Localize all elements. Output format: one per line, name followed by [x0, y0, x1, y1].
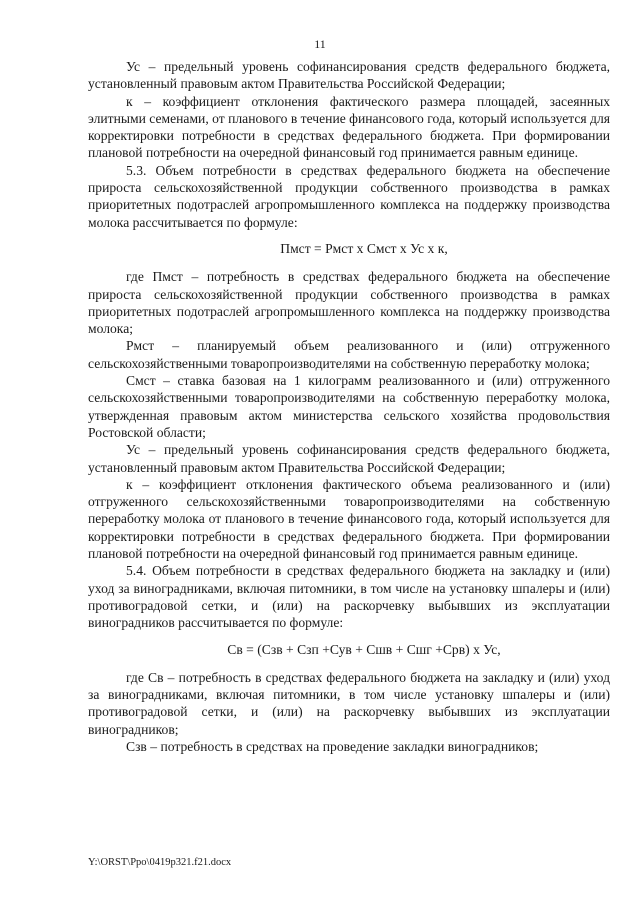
formula-vineyards: Св = (Сзв + Сзп +Сув + Сшв + Сшг +Срв) х Ус,	[227, 641, 501, 657]
paragraph-k-definition: к – коэффициент отклонения фактического размера площадей, засеянных элитными семенами, от планового в течение финансового года, который используется для корректировки потребности в средствах федерального бюджета. При формировании плановой потребности на очередной финансовый год принимается равным единице.	[88, 93, 610, 161]
page-number: 11	[314, 37, 326, 51]
paragraph-rmst-definition: Рмст – планируемый объем реализованного и (или) отгруженного сельскохозяйственными товаропроизводителями на собственную переработку молока;	[88, 338, 610, 371]
paragraph-sv-definition: где Св – потребность в средствах федерального бюджета на закладку и (или) уход за виноградниками, включая питомники, в том числе установку шпалеры и (или) противоградовой сетки, и (или) на раскорчевку выбывших из эксплуатации виноградников;	[88, 669, 610, 737]
paragraph-us-definition: Ус – предельный уровень софинансирования средств федерального бюджета, установленный правовым актом Правительства Российской Федерации;	[88, 59, 610, 92]
formula-milk: Пмст = Рмст х Смст х Ус х к,	[280, 240, 448, 256]
footer-file-path: Y:\ORST\Ppo\0419p321.f21.docx	[88, 857, 232, 868]
paragraph-pmst-definition: где Пмст – потребность в средствах федерального бюджета на обеспечение прироста сельскохозяйственной продукции собственного производства в рамках приоритетных подотраслей агропромышленного комплекса на поддержку производства молока;	[88, 269, 610, 337]
paragraph-section-5-3: 5.3. Объем потребности в средствах федерального бюджета на обеспечение прироста сельскохозяйственной продукции собственного производства в рамках приоритетных подотраслей агропромышленного комплекса на поддержку производства молока рассчитывается по формуле:	[88, 162, 610, 230]
paragraph-us-definition-2: Ус – предельный уровень софинансирования средств федерального бюджета, установленный правовым актом Правительства Российской Федерации;	[88, 442, 610, 475]
paragraph-smst-definition: Смст – ставка базовая на 1 килограмм реализованного и (или) отгруженного сельскохозяйственными товаропроизводителями на собственную переработку молока, утвержденная правовым актом министерства сельского хозяйства продовольствия Ростовской области;	[88, 373, 610, 440]
document-body	[88, 58, 610, 755]
paragraph-k-definition-2: к – коэффициент отклонения фактического объема реализованного и (или) отгруженного сельскохозяйственными товаропроизводителями на собственную переработку молока от планового в течение финансового года, который используется для корректировки потребности в средствах федерального бюджета. При формировании плановой потребности на очередной финансовый год принимается равным единице.	[88, 476, 610, 562]
paragraph-section-5-4: 5.4. Объем потребности в средствах федерального бюджета на закладку и (или) уход за виноградниками, включая питомники, в том числе на установку шпалеры и (или) противоградовой сетки, и (или) на раскорчевку выбывших из эксплуатации виноградников рассчитывается по формуле:	[88, 563, 610, 631]
paragraph-szv-definition: Сзв – потребность в средствах на проведение закладки виноградников;	[126, 738, 539, 754]
